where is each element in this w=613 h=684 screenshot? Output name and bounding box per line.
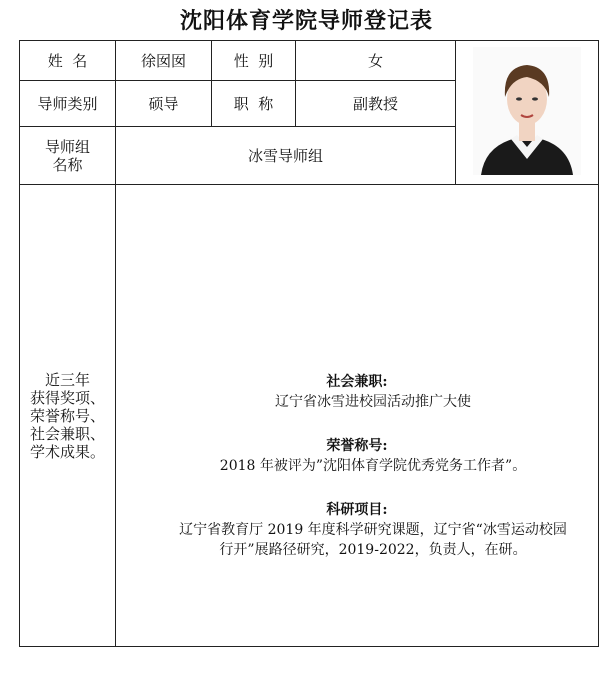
group-label — [20, 127, 116, 185]
gender-label: 性 别 — [212, 41, 296, 81]
achievements-label-line: 获得奖项、 — [29, 388, 105, 407]
table-row — [20, 41, 599, 81]
section-heading: 荣誉称号: — [326, 437, 388, 454]
achievements-label-line: 近三年 — [44, 370, 90, 389]
achievements-label — [20, 185, 116, 647]
mentor-type-value: 硕导 — [116, 81, 212, 127]
social-positions-section — [116, 372, 598, 412]
photo-cell — [456, 41, 599, 185]
registration-table — [19, 40, 599, 647]
mentor-type-label: 导师类别 — [20, 81, 116, 127]
achievements-label-line: 学术成果。 — [29, 442, 105, 461]
section-line: 行开”展路径研究，2019-2022，负责人，在研。 — [219, 541, 527, 558]
group-value: 冰雪导师组 — [116, 127, 456, 185]
rank-value: 副教授 — [296, 81, 456, 127]
achievements-label-line: 荣誉称号、 — [29, 406, 105, 425]
table-row — [20, 185, 599, 647]
mentor-photo — [473, 47, 581, 175]
research-section — [116, 500, 598, 560]
group-label-line2: 名称 — [52, 155, 83, 174]
section-heading: 科研项目: — [326, 501, 388, 518]
portrait-image — [473, 47, 581, 175]
achievements-content — [116, 185, 599, 647]
section-line: 辽宁省冰雪进校园活动推广大使 — [275, 393, 471, 410]
section-line: 辽宁省教育厅 2019 年度科学研究课题，辽宁省“冰雪运动校园 — [179, 521, 567, 538]
form-title: 沈阳体育学院导师登记表 — [179, 8, 433, 34]
section-heading: 社会兼职: — [326, 373, 388, 390]
honors-section — [116, 436, 598, 476]
section-line: 2018 年被评为”沈阳体育学院优秀党务工作者”。 — [219, 457, 527, 474]
group-label-line1: 导师组 — [44, 137, 90, 156]
name-value: 徐囡囡 — [116, 41, 212, 81]
rank-label: 职 称 — [212, 81, 296, 127]
name-label: 姓 名 — [20, 41, 116, 81]
achievements-label-line: 社会兼职、 — [29, 424, 105, 443]
gender-value: 女 — [296, 41, 456, 81]
